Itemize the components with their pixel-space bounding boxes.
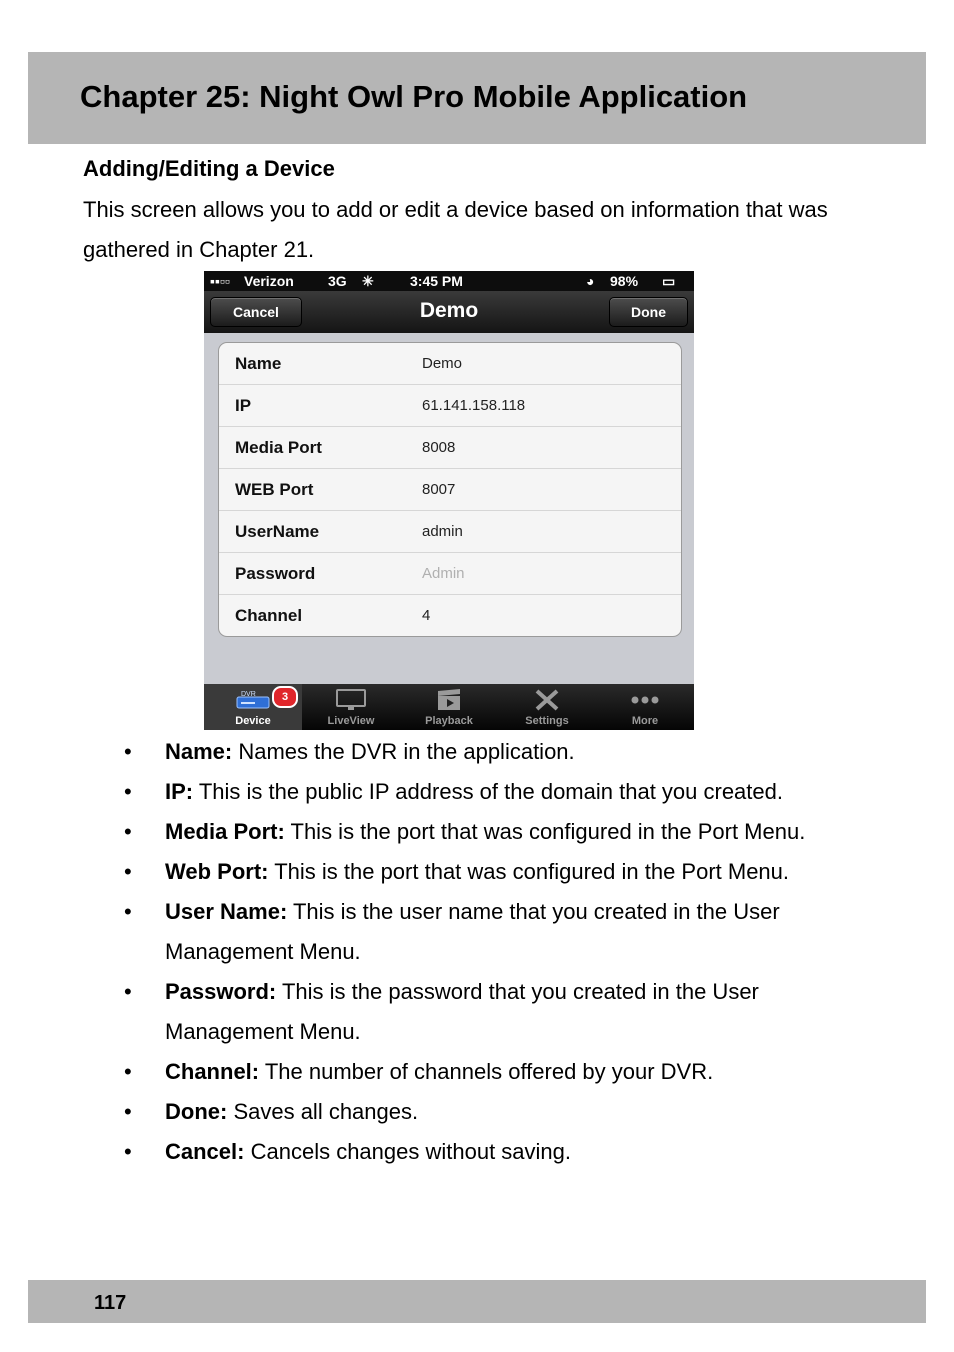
- bullet-text: This is the password that you created in the User Management Menu.: [165, 979, 759, 1044]
- list-item: [0, 852, 865, 892]
- field-label: Password: [235, 564, 316, 583]
- status-time: 3:45 PM: [410, 273, 463, 289]
- clapperboard-icon: [400, 688, 498, 718]
- bullet-term: Channel:: [165, 1059, 260, 1084]
- tab-more[interactable]: [596, 684, 694, 730]
- field-descriptions-list: [0, 732, 954, 1172]
- tab-label: Playback: [425, 715, 473, 727]
- network-type: 3G: [328, 273, 347, 289]
- tools-icon: [498, 688, 596, 718]
- nav-title: Demo: [419, 299, 479, 322]
- device-form: [218, 342, 682, 637]
- form-row-channel[interactable]: [219, 595, 681, 636]
- bullet-term: Password:: [165, 979, 277, 1004]
- ip-field[interactable]: 61.141.158.118: [422, 397, 526, 414]
- form-row-name[interactable]: [219, 343, 681, 385]
- bullet-term: Name:: [165, 739, 233, 764]
- bullet-term: User Name:: [165, 899, 288, 924]
- name-field[interactable]: Demo: [422, 355, 463, 372]
- done-button[interactable]: Done: [609, 297, 688, 327]
- form-row-web-port[interactable]: [219, 469, 681, 511]
- carrier-name: Verizon: [244, 273, 294, 289]
- list-item: [0, 772, 865, 812]
- list-item: [0, 732, 865, 772]
- list-item: [0, 1092, 865, 1132]
- username-field[interactable]: admin: [422, 523, 463, 540]
- field-label: Media Port: [235, 438, 322, 457]
- field-label: Channel: [235, 606, 303, 625]
- chapter-header: [28, 52, 926, 144]
- cancel-button[interactable]: Cancel: [210, 297, 302, 327]
- battery-icon: ▭: [662, 273, 676, 289]
- tools-icon-graphic: [530, 688, 564, 712]
- list-item: [0, 1052, 865, 1092]
- tab-label: Settings: [525, 715, 569, 727]
- more-dots-icon: [596, 688, 694, 718]
- bullet-text: Cancels changes without saving.: [244, 1139, 572, 1164]
- tab-device[interactable]: [204, 684, 302, 730]
- activity-spinner-icon: ✳: [362, 273, 374, 289]
- clapperboard-icon-graphic: [432, 688, 466, 712]
- bullet-text: Saves all changes.: [227, 1099, 419, 1124]
- bullet-text: Names the DVR in the application.: [232, 739, 575, 764]
- bullet-text: This is the port that was configured in the Port Menu.: [284, 819, 806, 844]
- bullet-text: This is the port that was configured in the Port Menu.: [268, 859, 790, 884]
- field-label: WEB Port: [235, 480, 314, 499]
- bullet-term: Cancel:: [165, 1139, 245, 1164]
- section-heading: Adding/Editing a Device: [83, 156, 335, 181]
- form-row-ip[interactable]: [219, 385, 681, 427]
- bullet-text: This is the public IP address of the domain that you created.: [193, 779, 783, 804]
- monitor-icon-graphic: [334, 688, 368, 712]
- list-item: [0, 1132, 865, 1172]
- dvr-icon-graphic: [233, 688, 273, 712]
- page-number: 117: [94, 1292, 127, 1314]
- tab-label: More: [631, 715, 659, 727]
- bullet-text: This is the user name that you created in the User Management Menu.: [165, 899, 780, 964]
- tab-playback[interactable]: [400, 684, 498, 730]
- list-item: [0, 892, 865, 972]
- field-label: Name: [235, 354, 282, 373]
- bullet-term: Web Port:: [165, 859, 269, 884]
- alarm-icon: ◕: [586, 273, 595, 289]
- more-dots-icon-graphic: [628, 688, 662, 712]
- phone-screenshot: [204, 271, 694, 730]
- monitor-icon: [302, 688, 400, 718]
- battery-percent: 98%: [610, 273, 639, 289]
- tab-liveview[interactable]: [302, 684, 400, 730]
- chapter-title: Chapter 25: Night Owl Pro Mobile Application: [80, 79, 748, 114]
- list-item: [0, 812, 865, 852]
- tab-label: LiveView: [327, 715, 375, 727]
- tab-label: Device: [235, 715, 271, 727]
- form-row-password[interactable]: [219, 553, 681, 595]
- nav-bar: [204, 291, 694, 333]
- form-row-username[interactable]: [219, 511, 681, 553]
- bullet-text: The number of channels offered by your DVR.: [259, 1059, 714, 1084]
- list-item: [0, 972, 865, 1052]
- channel-field[interactable]: 4: [422, 607, 431, 624]
- signal-icon: ▪▪▫▫: [210, 273, 230, 289]
- web-port-field[interactable]: 8007: [422, 481, 456, 498]
- tab-bar: [204, 684, 694, 730]
- form-row-media-port[interactable]: [219, 427, 681, 469]
- field-label: IP: [235, 396, 252, 415]
- bullet-term: Done:: [165, 1099, 228, 1124]
- tab-settings[interactable]: [498, 684, 596, 730]
- bullet-term: IP:: [165, 779, 194, 804]
- intro-paragraph: This screen allows you to add or edit a device based on information that was gathered in Chapter 21.: [83, 197, 828, 262]
- dvr-icon-text: DVR: [241, 691, 256, 698]
- media-port-field[interactable]: 8008: [422, 439, 456, 456]
- device-badge: 3: [272, 686, 298, 708]
- page-footer: [28, 1280, 926, 1323]
- password-field[interactable]: Admin: [422, 565, 465, 582]
- field-label: UserName: [235, 522, 320, 541]
- status-bar: [204, 271, 694, 291]
- bullet-term: Media Port:: [165, 819, 285, 844]
